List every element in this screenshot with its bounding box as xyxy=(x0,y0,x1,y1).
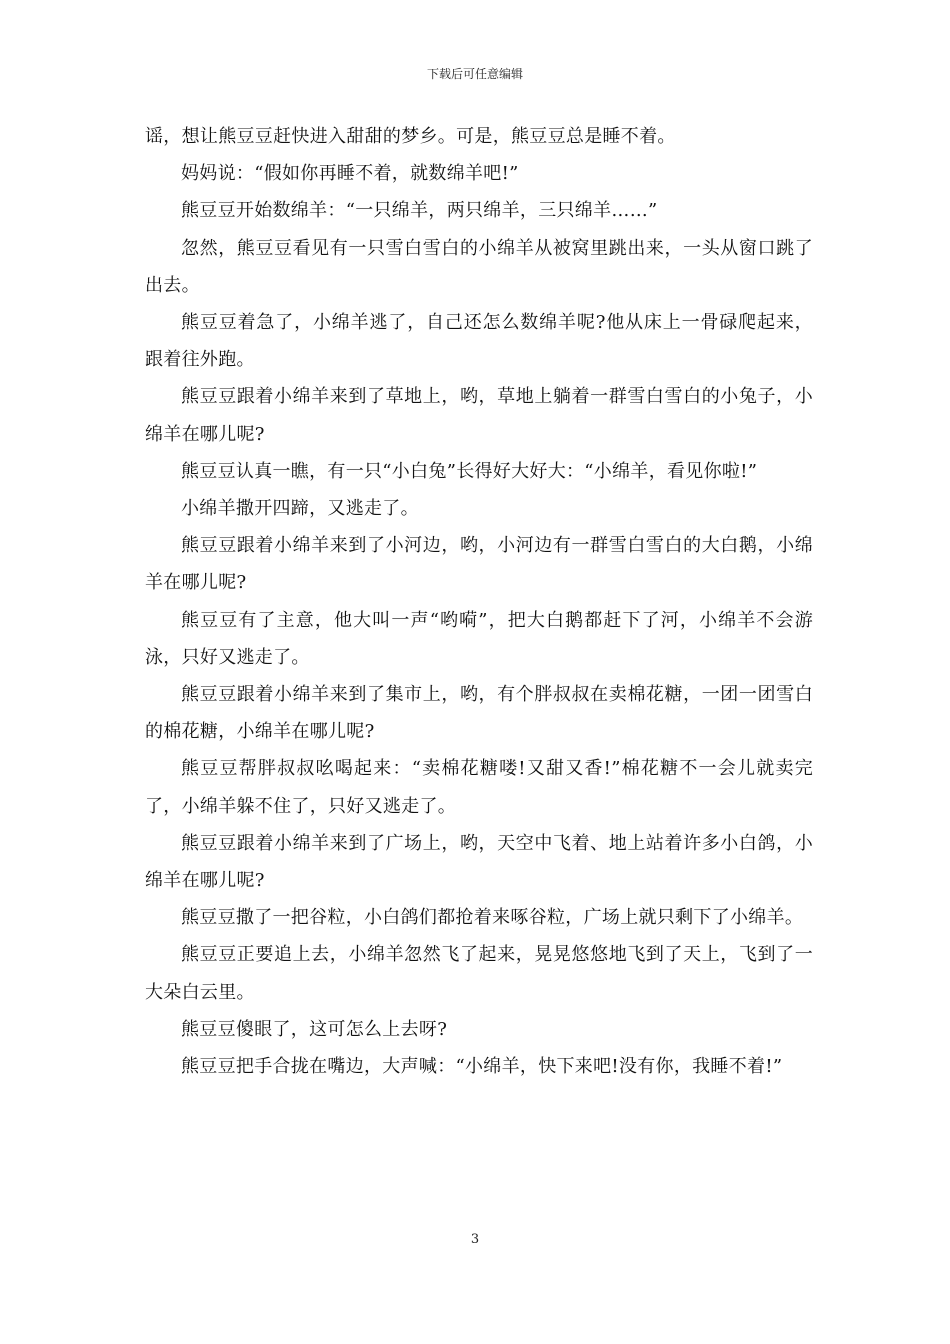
body-text xyxy=(145,118,813,1085)
page-number: 3 xyxy=(470,1232,480,1247)
paragraph: 熊豆豆把手合拢在嘴边，大声喊：“小绵羊，快下来吧!没有你，我睡不着!” xyxy=(181,1056,783,1078)
paragraph: 熊豆豆认真一瞧，有一只“小白兔”长得好大好大：“小绵羊，看见你啦!” xyxy=(181,460,758,482)
paragraph: 熊豆豆帮胖叔叔吆喝起来：“卖棉花糖喽!又甜又香!”棉花糖不一会儿就卖完了，小绵羊躲不住了，只好又逃走了。 xyxy=(145,758,813,817)
paragraph: 熊豆豆开始数绵羊：“一只绵羊，两只绵羊，三只绵羊……” xyxy=(181,200,658,222)
paragraph: 熊豆豆撒了一把谷粒，小白鸽们都抢着来啄谷粒，广场上就只剩下了小绵羊。 xyxy=(181,907,804,929)
paragraph: 熊豆豆跟着小绵羊来到了广场上，哟，天空中飞着、地上站着许多小白鸽，小绵羊在哪儿呢? xyxy=(145,832,813,892)
paragraph: 忽然，熊豆豆看见有一只雪白雪白的小绵羊从被窝里跳出来，一头从窗口跳了出去。 xyxy=(145,237,813,296)
page-header: 下载后可任意编辑 xyxy=(426,67,523,81)
paragraph: 熊豆豆着急了，小绵羊逃了，自己还怎么数绵羊呢?他从床上一骨碌爬起来，跟着往外跑。 xyxy=(145,312,813,371)
paragraph: 熊豆豆跟着小绵羊来到了小河边，哟，小河边有一群雪白雪白的大白鹅，小绵羊在哪儿呢? xyxy=(145,535,813,594)
paragraph: 妈妈说：“假如你再睡不着，就数绵羊吧!” xyxy=(181,163,519,185)
paragraph: 熊豆豆有了主意，他大叫一声“哟嗬”，把大白鹅都赶下了河，小绵羊不会游泳，只好又逃走了。 xyxy=(145,609,813,668)
paragraph: 熊豆豆傻眼了，这可怎么上去呀? xyxy=(181,1018,448,1040)
paragraph: 熊豆豆跟着小绵羊来到了集市上，哟，有个胖叔叔在卖棉花糖，一团一团雪白的棉花糖，小绵羊在哪儿呢? xyxy=(145,684,813,743)
paragraph: 谣，想让熊豆豆赶快进入甜甜的梦乡。可是，熊豆豆总是睡不着。 xyxy=(145,126,676,147)
paragraph: 熊豆豆正要追上去，小绵羊忽然飞了起来，晃晃悠悠地飞到了天上，飞到了一大朵白云里。 xyxy=(145,944,813,1003)
paragraph: 小绵羊撒开四蹄，又逃走了。 xyxy=(181,498,419,520)
paragraph: 熊豆豆跟着小绵羊来到了草地上，哟，草地上躺着一群雪白雪白的小兔子，小绵羊在哪儿呢? xyxy=(145,386,813,445)
